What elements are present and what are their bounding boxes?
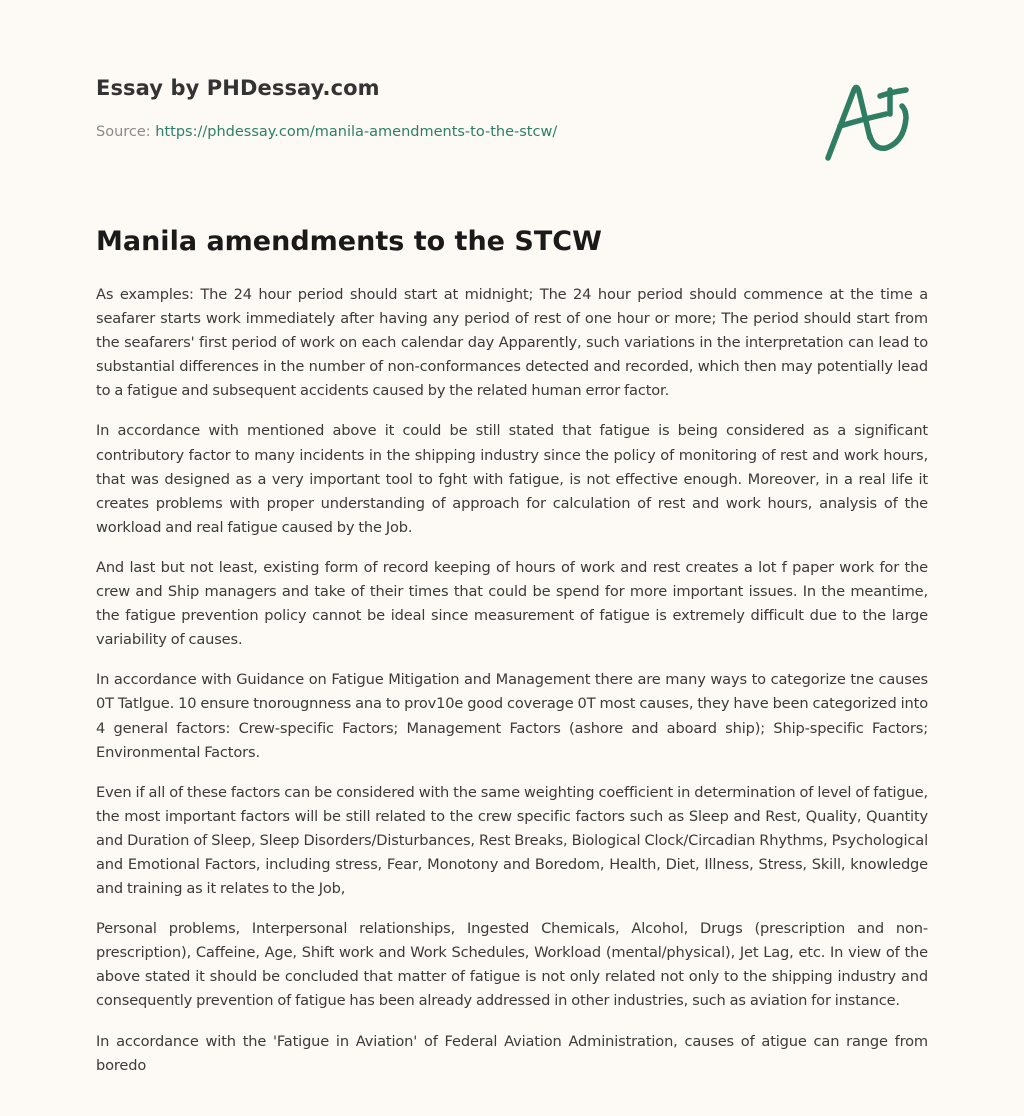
essay-body bbox=[96, 283, 928, 1094]
source-line bbox=[96, 124, 557, 140]
essay-paragraph: In accordance with Guidance on Fatigue Mitigation and Management there are many ways to categorize tne causes 0T Tatlgue. 10 ensure tnorougnness ana to prov10e good coverage 0T most causes, they have been categorized into 4 general factors: Crew-specific Factors; Management Factors (ashore and aboard ship); Ship-specific Factors; Environmental Factors. bbox=[96, 671, 928, 761]
essay-paragraph: Even if all of these factors can be considered with the same weighting coefficient in determination of level of fatigue, the most important factors will be still related to the crew specific factors such as Sleep and Rest, Quality, Quantity and Duration of Sleep, Sleep Disorders/Disturbances, Rest Breaks, Biological Clock/Circadian Rhythms, Psychological and Emotional Factors, including stress, Fear, Monotony and Boredom, Health, Diet, Illness, Stress, Skill, knowledge and training as it relates to the Job, bbox=[96, 783, 928, 898]
essay-paragraph: In accordance with mentioned above it could be still stated that fatigue is being considered as a significant contributory factor to many incidents in the shipping industry since the policy of monitoring of rest and work hours, that was designed as a very important tool to fght with fatigue, is not effective enough. Moreover, in a real life it creates problems with proper understanding of approach for calculation of rest and work hours, analysis of the workload and real fatigue caused by the Job. bbox=[96, 422, 928, 536]
essay-title: Manila amendments to the STCW bbox=[96, 226, 602, 257]
source-link[interactable]: https://phdessay.com/manila-amendments-to-the-stcw/ bbox=[155, 124, 558, 140]
essay-paragraph: Personal problems, Interpersonal relationships, Ingested Chemicals, Alcohol, Drugs (prescription and non-prescription), Caffeine, Age, Shift work and Work Schedules, Workload (mental/physical), Jet Lag, etc. In view of the above stated it should be concluded that matter of fatigue is not only related not only to the shipping industry and consequently prevention of fatigue has been already addressed in other industries, such as aviation for instance. bbox=[96, 920, 928, 1010]
source-label: Source: bbox=[96, 124, 156, 140]
essay-header bbox=[96, 0, 928, 200]
essay-paragraph: And last but not least, existing form of record keeping of hours of work and rest creates a lot f paper work for the crew and Ship managers and take of their times that could be spend for more important issues. In the meantime, the fatigue prevention policy cannot be ideal since measurement of fatigue is extremely difficult due to the large variability of causes. bbox=[96, 558, 928, 649]
essay-paragraph: In accordance with the 'Fatigue in Aviation' of Federal Aviation Administration, causes of atigue can range from boredo bbox=[96, 1032, 928, 1074]
a-plus-grade-icon bbox=[824, 66, 928, 166]
essay-paragraph: As examples: The 24 hour period should start at midnight; The 24 hour period should commence at the time a seafarer starts work immediately after having any period of rest of one hour or more; The period should start from the seafarers' first period of work on each calendar day Apparently, such variations in the interpretation can lead to substantial differences in the number of non-conformances detected and recorded, which then may potentially lead to a fatigue and subsequent accidents caused by the related human error factor. bbox=[96, 286, 928, 400]
site-title: Essay by PHDessay.com bbox=[96, 76, 380, 100]
